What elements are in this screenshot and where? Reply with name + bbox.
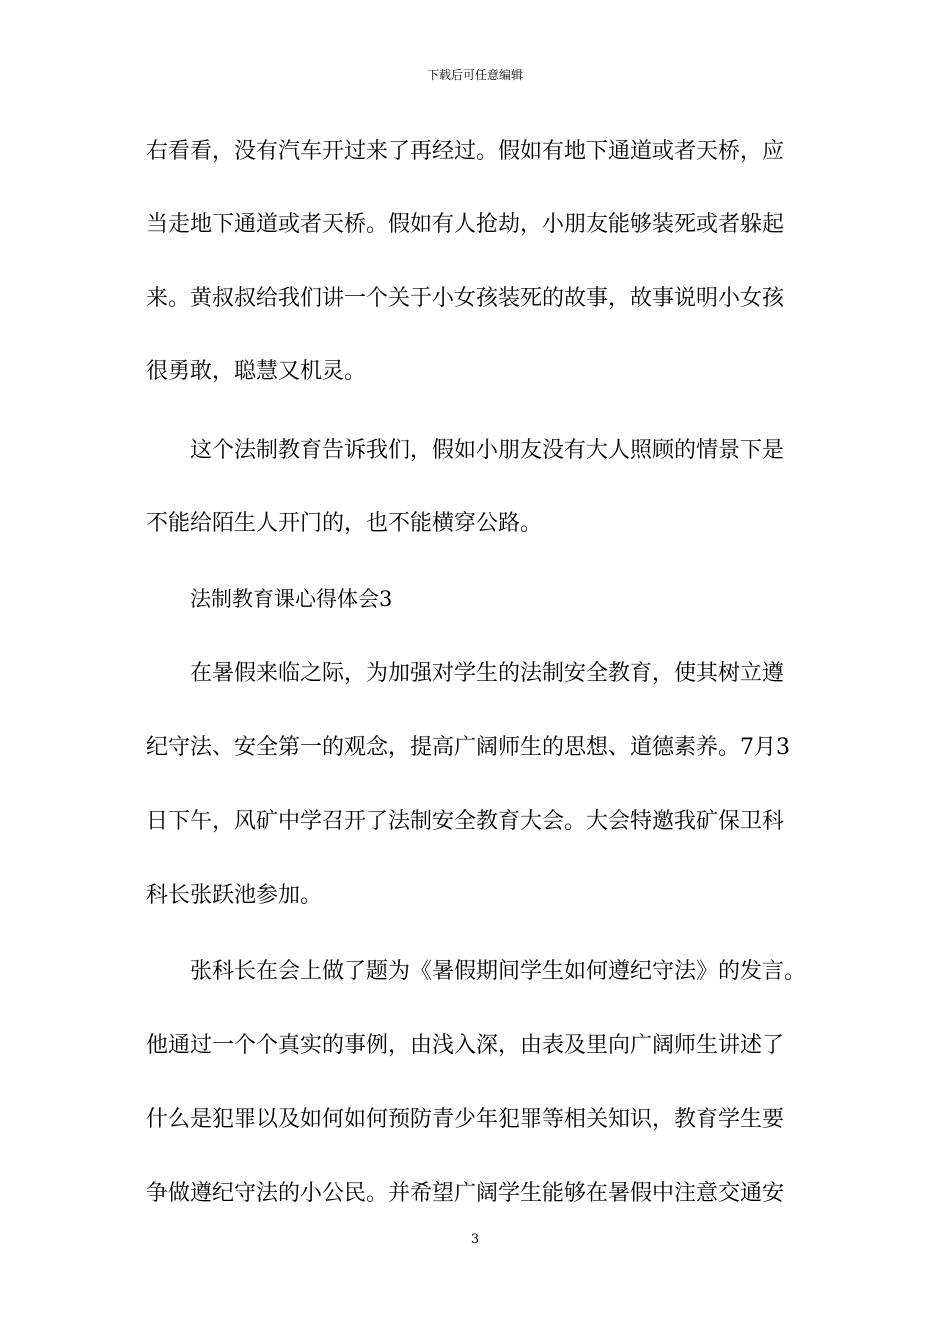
body-line: 来。黄叔叔给我们讲一个关于小女孩装死的故事，故事说明小女孩 <box>146 286 785 311</box>
section-heading: 法制教育课心得体会3 <box>190 587 393 611</box>
page-number: 3 <box>470 1232 480 1247</box>
body-line: 右看看，没有汽车开过来了再经过。假如有地下通道或者天桥，应 <box>146 139 785 164</box>
body-line: 什么是犯罪以及如何如何预防青少年犯罪等相关知识，教育学生要 <box>146 1107 785 1132</box>
body-line: 他通过一个个真实的事例，由浅入深，由表及里向广阔师生讲述了 <box>146 1033 785 1058</box>
body-line: 当走地下通道或者天桥。假如有人抢劫，小朋友能够装死或者躲起 <box>146 212 785 237</box>
body-line: 日下午，风矿中学召开了法制安全教育大会。大会特邀我矿保卫科 <box>146 809 785 834</box>
body-line: 不能给陌生人开门的，也不能横穿公路。 <box>146 511 543 536</box>
body-line: 纪守法、安全第一的观念，提高广阔师生的思想、道德素养。7月3 <box>146 735 790 760</box>
body-line: 科长张跃池参加。 <box>146 883 323 908</box>
paragraph-first-line: 张科长在会上做了题为《暑假期间学生如何遵纪守法》的发言。 <box>190 959 807 984</box>
paragraph-first-line: 在暑假来临之际，为加强对学生的法制安全教育，使其树立遵 <box>190 661 785 686</box>
paragraph-first-line: 这个法制教育告诉我们，假如小朋友没有大人照顾的情景下是 <box>190 438 785 463</box>
body-line: 争做遵纪守法的小公民。并希望广阔学生能够在暑假中注意交通安 <box>146 1181 785 1206</box>
body-line: 很勇敢，聪慧又机灵。 <box>146 359 367 384</box>
page-header: 下载后可任意编辑 <box>426 68 523 82</box>
